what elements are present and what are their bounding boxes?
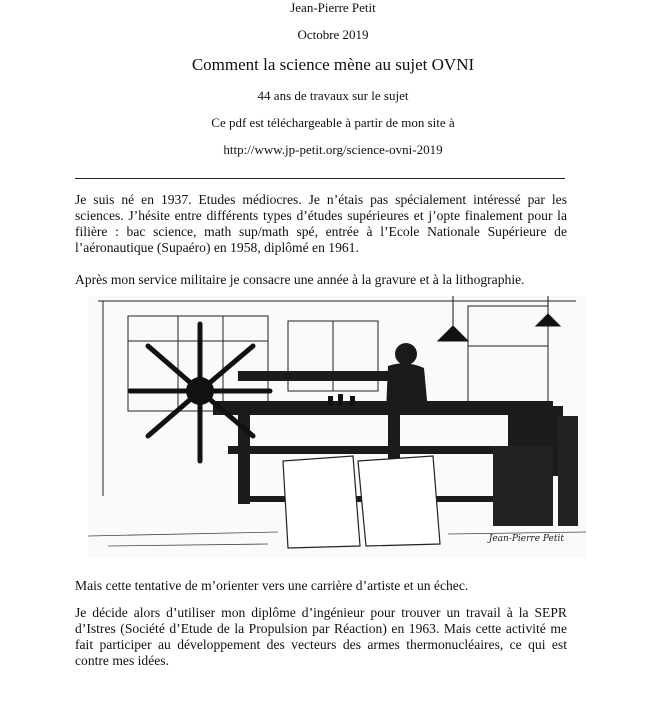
- artist-signature: Jean-Pierre Petit: [488, 534, 564, 544]
- download-note: Ce pdf est téléchargeable à partir de mon site à: [211, 115, 455, 130]
- paragraph-artist-attempt: Mais cette tentative de m’orienter vers une carrière d’artiste et un échec.: [75, 578, 469, 593]
- header-divider: [75, 178, 565, 179]
- document-date: Octobre 2019: [297, 27, 369, 42]
- paragraph-engraving: Après mon service militaire je consacre une année à la gravure et à la lithographie.: [75, 272, 525, 287]
- printing-workshop-illustration: [88, 296, 586, 558]
- author-name: Jean-Pierre Petit: [290, 0, 376, 15]
- site-url-link[interactable]: http://www.jp-petit.org/science-ovni-2019: [223, 142, 443, 157]
- paragraph-sepr-istres: Je décide alors d’utiliser mon diplôme d’ingénieur pour trouver un travail à la SEPR d’Istres (Société d’Etude de la Propulsion par Réaction) en 1963. Mais cette activité me fait participer au développement des vecteurs des armes thermonucléaires, ce qui est contre mes idées.: [75, 605, 567, 668]
- paragraph-birth-studies: Je suis né en 1937. Etudes médiocres. Je n’étais pas spécialement intéressé par les sciences. J’hésite entre différents types d’études supérieures et j’opte finalement pour la filière : bac science, math sup/math spé, entrée à l’Ecole Nationale Supérieure de l’aéronautique (Supaéro) en 1958, diplômé en 1961.: [75, 192, 567, 255]
- document-title: Comment la science mène au sujet OVNI: [191, 55, 475, 74]
- workshop-drawing: [88, 296, 586, 558]
- document-subtitle: 44 ans de travaux sur le sujet: [257, 88, 409, 103]
